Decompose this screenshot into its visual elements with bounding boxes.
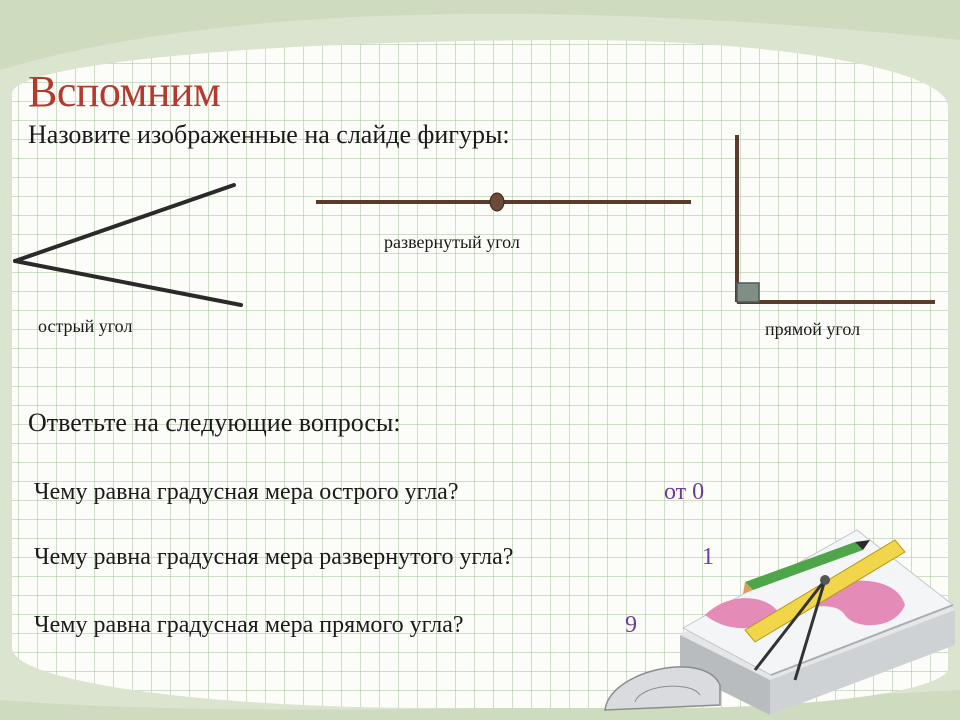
straight-angle-label: развернутый угол [384, 232, 520, 252]
book-illustration [595, 520, 960, 720]
questions-heading: Ответьте на следующие вопросы: [28, 408, 401, 437]
answer-straight: 1 [702, 544, 714, 570]
protractor-bottom-icon [605, 667, 720, 710]
question-straight: Чему равна градусная мера развернутого угла? [34, 544, 514, 570]
right-angle-label: прямой угол [765, 319, 861, 339]
answer-acute: от 0 [664, 479, 705, 505]
right-angle-figure [737, 135, 935, 302]
acute-angle-label: острый угол [38, 316, 133, 336]
answer-right: 9 [625, 612, 637, 638]
straight-angle-figure [316, 193, 691, 211]
question-right: Чему равна градусная мера прямого угла? [34, 612, 464, 638]
figures-prompt: Назовите изображенные на слайде фигуры: [28, 120, 510, 149]
question-acute: Чему равна градусная мера острого угла? [34, 479, 459, 505]
slide-title: Вспомним [28, 67, 221, 116]
acute-angle-figure [15, 185, 241, 305]
